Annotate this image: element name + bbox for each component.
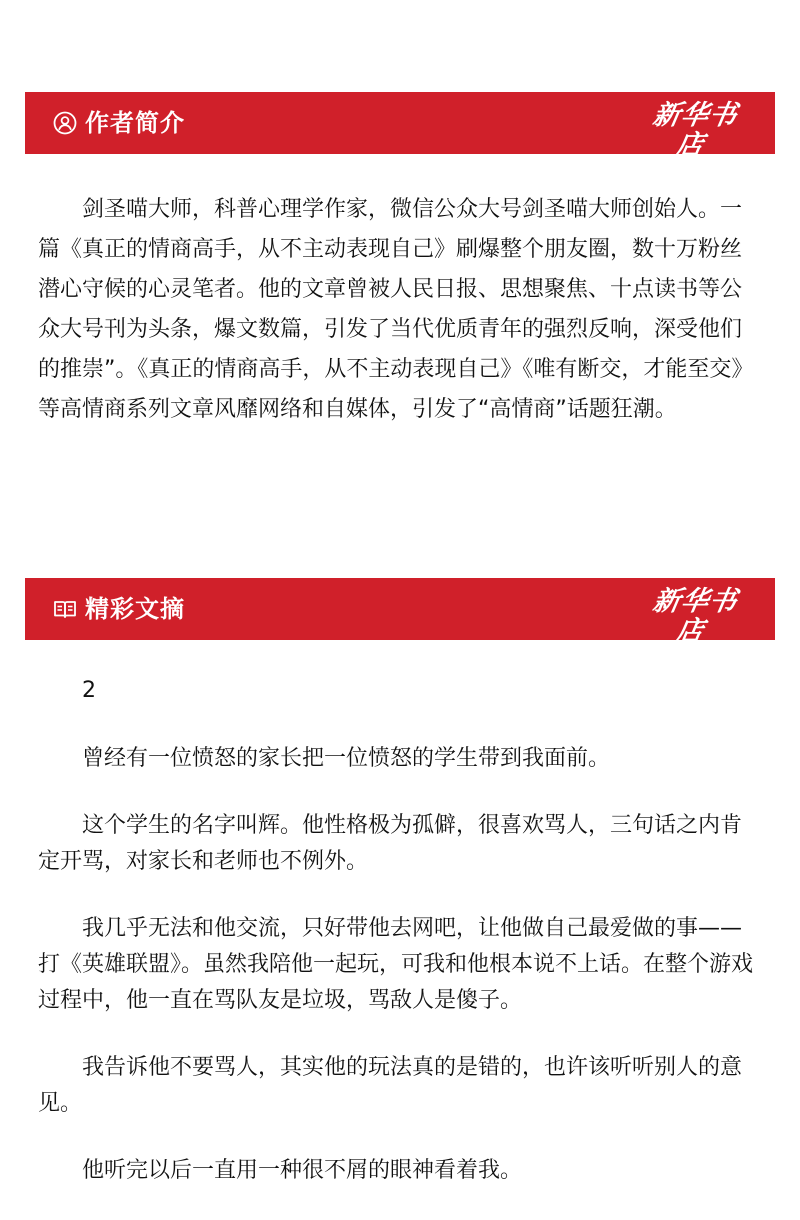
excerpt-body xyxy=(38,673,758,1220)
section-title-excerpt: 精彩文摘 xyxy=(85,595,185,623)
excerpt-paragraph: 这个学生的名字叫辉。他性格极为孤僻，很喜欢骂人，三句话之内肯定开骂，对家长和老师也不例外。 xyxy=(38,813,743,874)
logo-subtitle: XINHUA BOOKSTORE xyxy=(643,650,742,657)
xinhua-bookstore-logo xyxy=(640,587,745,659)
excerpt-chapter-number: 2 xyxy=(82,678,96,703)
section-title-author: 作者简介 xyxy=(85,109,185,137)
excerpt-paragraph: 我几乎无法和他交流，只好带他去网吧，让他做自己最爱做的事——打《英雄联盟》。虽然我陪他一起玩，可我和他根本说不上话。在整个游戏过程中，他一直在骂队友是垃圾，骂敌人是傻子。 xyxy=(38,916,754,1013)
excerpt-paragraph: 曾经有一位愤怒的家长把一位愤怒的学生带到我面前。 xyxy=(82,746,611,771)
open-book-icon xyxy=(53,597,77,621)
excerpt-paragraph: 他听完以后一直用一种很不屑的眼神看着我。 xyxy=(82,1158,523,1183)
xinhua-bookstore-logo xyxy=(640,101,745,173)
logo-script: 新华书店 xyxy=(650,100,740,161)
author-section-header xyxy=(25,92,775,171)
excerpt-section-header xyxy=(25,578,775,657)
excerpt-paragraph: 我告诉他不要骂人，其实他的玩法真的是错的，也许该听听别人的意见。 xyxy=(38,1055,743,1116)
logo-script: 新华书店 xyxy=(650,586,740,647)
logo-subtitle: XINHUA BOOKSTORE xyxy=(643,164,742,171)
person-circle-icon xyxy=(53,111,77,135)
author-bio-paragraph: 剑圣喵大师，科普心理学作家，微信公众大号剑圣喵大师创始人。一篇《真正的情商高手，从不主动表现自己》刷爆整个朋友圈，数十万粉丝潜心守候的心灵笔者。他的文章曾被人民日报、思想聚焦、十点读书等公众大号刊为头条，爆文数篇，引发了当代优质青年的强烈反响，深受他们的推崇”。《真正的情商高手，从不主动表现自己》《唯有断交，才能至交》等高情商系列文章风靡网络和自媒体，引发了“高情商”话题狂潮。 xyxy=(38,197,754,422)
